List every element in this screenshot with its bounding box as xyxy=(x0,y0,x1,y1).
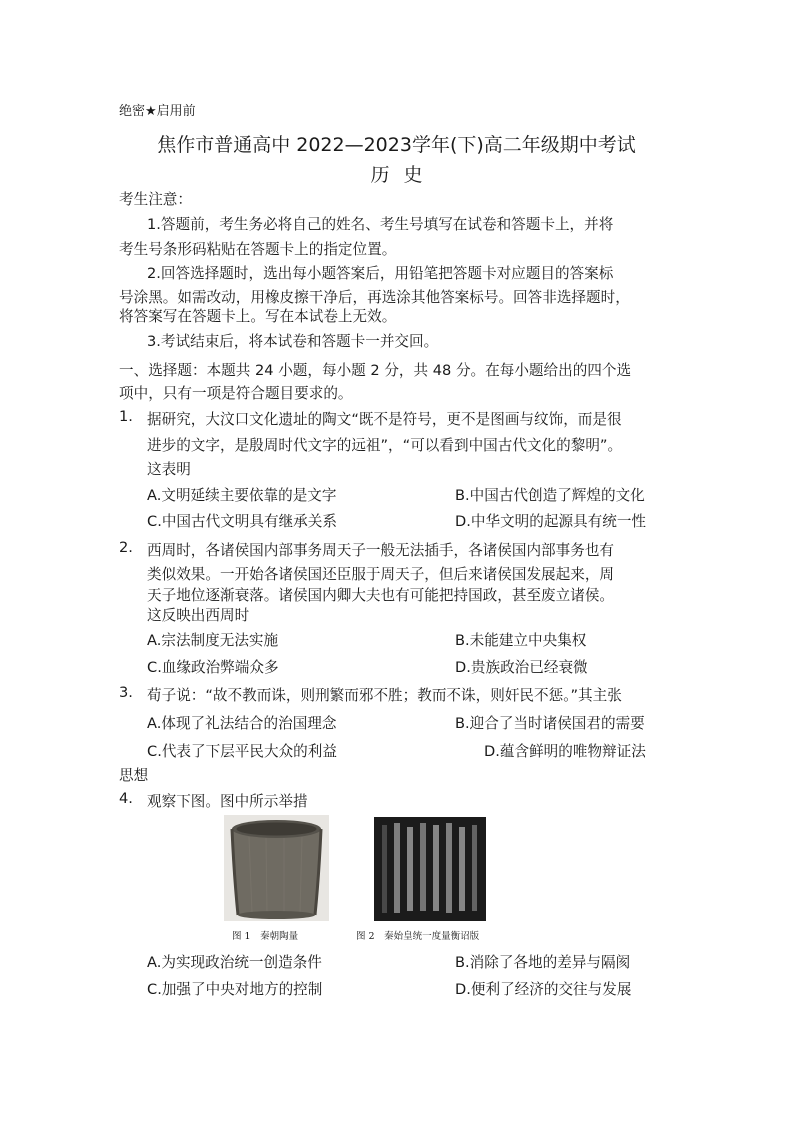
question-3-option-c: C.代表了下层平民大众的利益 xyxy=(147,743,337,760)
question-4-option-c: C.加强了中央对地方的控制 xyxy=(147,981,323,998)
question-2-option-a: A.宗法制度无法实施 xyxy=(147,632,279,649)
question-3-option-d-continuation: 思想 xyxy=(119,767,149,784)
question-2-line: 类似效果。一开始各诸侯国还臣服于周天子，但后来诸侯国发展起来，周 xyxy=(147,566,615,583)
exam-title: 焦作市普通高中 2022—2023学年(下)高二年级期中考试 xyxy=(157,134,636,156)
question-2-number: 2. xyxy=(119,539,133,556)
question-2-line: 西周时，各诸侯国内部事务周天子一般无法插手，各诸侯国内部事务也有 xyxy=(147,542,615,559)
figure-1-caption: 图 1 秦朝陶量 xyxy=(232,931,299,942)
question-2-option-d: D.贵族政治已经衰微 xyxy=(455,659,588,676)
notice-item-2-line-3: 将答案写在答题卡上。写在本试卷上无效。 xyxy=(119,308,397,325)
question-4-figures xyxy=(224,815,514,945)
question-4-number: 4. xyxy=(119,790,133,807)
pottery-vessel-image xyxy=(224,815,329,921)
notice-item-2-line-2: 号涂黑。如需改动，用橡皮擦干净后，再选涂其他答案标号。回答非选择题时， xyxy=(119,289,630,306)
question-3-number: 3. xyxy=(119,684,133,701)
question-1-option-a: A.文明延续主要依靠的是文字 xyxy=(147,487,337,504)
question-3-option-d: D.蕴含鲜明的唯物辩证法 xyxy=(484,743,646,760)
question-2-line: 这反映出西周时 xyxy=(147,607,250,624)
question-1-line: 据研究，大汶口文化遗址的陶文“既不是符号，更不是图画与纹饰，而是很 xyxy=(147,411,622,428)
imperial-edict-plaque-image xyxy=(374,817,486,921)
question-1-number: 1. xyxy=(119,408,133,425)
section-heading-line-2: 项中，只有一项是符合题目要求的。 xyxy=(119,385,353,402)
question-3-option-b: B.迎合了当时诸侯国君的需要 xyxy=(455,715,645,732)
notice-heading: 考生注意： xyxy=(119,191,192,208)
notice-item-2-line-1: 2.回答选择题时，选出每小题答案后，用铅笔把答题卡对应题目的答案标 xyxy=(147,265,614,282)
section-heading-line-1: 一、选择题：本题共 24 小题，每小题 2 分，共 48 分。在每小题给出的四个选 xyxy=(119,362,632,379)
figure-2-caption: 图 2 秦始皇统一度量衡诏版 xyxy=(356,931,480,942)
edict-inscription-icon xyxy=(374,817,486,921)
question-1-line: 这表明 xyxy=(147,461,191,478)
question-3-line: 荀子说：“故不教而诛，则刑繁而邪不胜；教而不诛，则奸民不惩。”其主张 xyxy=(147,687,622,704)
question-2-option-c: C.血缘政治弊端众多 xyxy=(147,659,279,676)
question-1-option-c: C.中国古代文明具有继承关系 xyxy=(147,513,337,530)
question-3-option-a: A.体现了礼法结合的治国理念 xyxy=(147,715,337,732)
question-4-option-a: A.为实现政治统一创造条件 xyxy=(147,954,322,971)
question-4-option-d: D.便利了经济的交往与发展 xyxy=(455,981,632,998)
question-4-option-b: B.消除了各地的差异与隔阂 xyxy=(455,954,631,971)
exam-subject: 历史 xyxy=(370,164,437,186)
notice-item-1-line-2: 考生号条形码粘贴在答题卡上的指定位置。 xyxy=(119,241,397,258)
notice-item-3: 3.考试结束后，将本试卷和答题卡一并交回。 xyxy=(147,333,439,350)
question-1-option-d: D.中华文明的起源具有统一性 xyxy=(455,513,647,530)
question-4-line: 观察下图。图中所示举措 xyxy=(147,793,308,810)
question-1-option-b: B.中国古代创造了辉煌的文化 xyxy=(455,487,645,504)
question-2-line: 天子地位逐渐衰落。诸侯国内卿大夫也有可能把持国政，甚至废立诸侯。 xyxy=(147,587,615,604)
notice-item-1-line-1: 1.答题前，考生务必将自己的姓名、考生号填写在试卷和答题卡上，并将 xyxy=(147,216,614,233)
question-2-option-b: B.未能建立中央集权 xyxy=(455,632,587,649)
confidential-label: 绝密★启用前 xyxy=(119,104,196,119)
question-1-line: 进步的文字，是殷周时代文字的远祖”，“可以看到中国古代文化的黎明”。 xyxy=(147,437,623,454)
